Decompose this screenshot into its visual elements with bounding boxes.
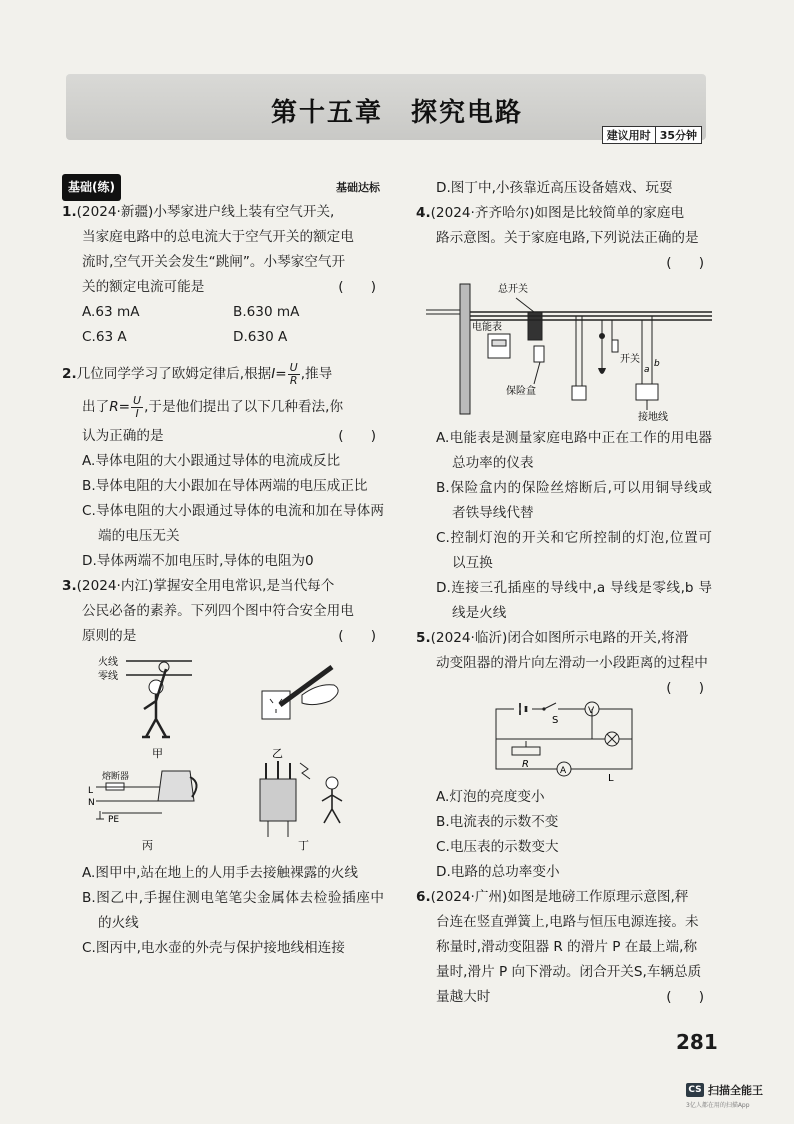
label-R: R bbox=[522, 759, 529, 770]
equals-sign: = bbox=[118, 399, 131, 415]
answer-blank[interactable]: ( ) bbox=[338, 279, 376, 295]
label-V: V bbox=[588, 706, 595, 716]
question-text: 流时,空气开关会发生“跳闸”。小琴家空气开 bbox=[82, 254, 346, 270]
option-a[interactable]: A.电能表是测量家庭电路中正在工作的用电器总功率的仪表 bbox=[436, 430, 712, 471]
option-c[interactable]: C.图丙中,电水壶的外壳与保护接地线相连接 bbox=[82, 940, 345, 956]
option-b[interactable]: B.图乙中,手握住测电笔笔尖金属体去检验插座中的火线 bbox=[82, 890, 384, 931]
suggested-time-box bbox=[602, 126, 702, 144]
label-a: a bbox=[644, 365, 650, 375]
label-jia: 甲 bbox=[152, 747, 163, 760]
option-d[interactable]: D.连接三孔插座的导线中,a 导线是零线,b 导线是火线 bbox=[436, 580, 712, 621]
var-I: I bbox=[271, 366, 276, 382]
time-label: 建议用时 bbox=[603, 127, 656, 143]
label-A: A bbox=[560, 766, 567, 776]
answer-blank[interactable]: ( ) bbox=[666, 680, 704, 696]
question-text: ,推导 bbox=[300, 366, 333, 382]
question-text: 量时,滑片 P 向下滑动。闭合开关S,车辆总质 bbox=[436, 964, 702, 980]
question-text: 台连在竖直弹簧上,电路与恒压电源连接。未 bbox=[436, 914, 699, 930]
question-text: 出了 bbox=[82, 399, 110, 415]
question-number: 2. bbox=[62, 366, 77, 382]
question-text: 几位同学学习了欧姆定律后,根据 bbox=[76, 366, 272, 382]
option-b[interactable]: B.电流表的示数不变 bbox=[436, 814, 559, 830]
question-5 bbox=[416, 626, 712, 885]
question-text: 认为正确的是 bbox=[82, 428, 164, 444]
label-PE: PE bbox=[108, 815, 120, 825]
chapter-title: 第十五章 探究电路 bbox=[270, 98, 523, 128]
answer-blank[interactable]: ( ) bbox=[666, 989, 704, 1005]
question-text: 路示意图。关于家庭电路,下列说法正确的是 bbox=[436, 230, 699, 246]
figure-jia bbox=[98, 655, 192, 760]
question-1 bbox=[62, 200, 384, 350]
label-S: S bbox=[552, 715, 559, 726]
option-a[interactable]: A.63 mA bbox=[82, 304, 140, 320]
label-yi: 乙 bbox=[272, 747, 283, 760]
brand-tagline: 3亿人都在用的扫描App bbox=[686, 1102, 750, 1109]
var-R: R bbox=[109, 399, 119, 415]
label-lingxian: 零线 bbox=[98, 671, 118, 682]
question-text: 动变阻器的滑片向左滑动一小段距离的过程中 bbox=[436, 655, 708, 671]
question-text: 公民必备的素养。下列四个图中符合安全用电 bbox=[82, 603, 354, 619]
q3-option-d[interactable]: D.图丁中,小孩靠近高压设备嬉戏、玩耍 bbox=[436, 180, 673, 196]
label-b: b bbox=[654, 359, 660, 369]
option-c[interactable]: C.控制灯泡的开关和它所控制的灯泡,位置可以互换 bbox=[436, 530, 712, 571]
question-text: (2024·新疆)小琴家进户线上装有空气开关, bbox=[76, 204, 335, 220]
right-column bbox=[416, 176, 712, 1010]
label-ding: 丁 bbox=[298, 839, 309, 852]
question-3 bbox=[62, 574, 384, 961]
label-L: L bbox=[608, 773, 614, 784]
question-number: 6. bbox=[416, 889, 431, 905]
option-d[interactable]: D.630 A bbox=[233, 329, 288, 345]
frac-numerator: U bbox=[289, 360, 298, 374]
time-value: 35分钟 bbox=[659, 129, 697, 142]
answer-blank[interactable]: ( ) bbox=[338, 628, 376, 644]
circuit-diagram-q5 bbox=[416, 701, 712, 785]
answer-blank[interactable]: ( ) bbox=[666, 255, 704, 271]
option-d[interactable]: D.电路的总功率变小 bbox=[436, 864, 560, 880]
option-b[interactable]: B.导体电阻的大小跟加在导体两端的电压成正比 bbox=[82, 478, 368, 494]
question-number: 3. bbox=[62, 578, 77, 594]
option-a[interactable]: A.导体电阻的大小跟通过导体的电流成反比 bbox=[82, 453, 341, 469]
option-a[interactable]: A.灯泡的亮度变小 bbox=[436, 789, 545, 805]
section-subtitle: 基础达标 bbox=[336, 180, 380, 194]
question-text: (2024·内江)掌握安全用电常识,是当代每个 bbox=[76, 578, 335, 594]
option-a[interactable]: A.图甲中,站在地上的人用手去接触裸露的火线 bbox=[82, 865, 358, 881]
figure-ding bbox=[260, 761, 342, 852]
option-c[interactable]: C.63 A bbox=[82, 329, 127, 345]
frac-numerator: U bbox=[133, 393, 142, 407]
label-jiedixian: 接地线 bbox=[638, 412, 668, 423]
label-N: N bbox=[88, 798, 95, 808]
label-bing: 丙 bbox=[142, 839, 153, 852]
option-c[interactable]: C.导体电阻的大小跟通过导体的电流和加在导体两端的电压无关 bbox=[82, 503, 384, 544]
frac-denominator: R bbox=[289, 373, 298, 387]
frac-denominator: I bbox=[135, 406, 139, 420]
answer-blank[interactable]: ( ) bbox=[338, 428, 376, 444]
left-column bbox=[62, 176, 384, 961]
label-baoxianhe: 保险盒 bbox=[506, 386, 536, 397]
brand-name: 扫描全能王 bbox=[708, 1084, 763, 1097]
question-6 bbox=[416, 885, 712, 1010]
figure-yi bbox=[262, 667, 338, 760]
question-number: 1. bbox=[62, 204, 77, 220]
label-kaiguan: 开关 bbox=[620, 354, 640, 365]
question-text: 当家庭电路中的总电流大于空气开关的额定电 bbox=[82, 229, 354, 245]
equals-sign: = bbox=[275, 366, 287, 382]
scanner-brand bbox=[686, 1082, 763, 1098]
figure-bing bbox=[88, 770, 197, 852]
fraction-u-over-i bbox=[131, 395, 143, 420]
question-text: (2024·齐齐哈尔)如图是比较简单的家庭电 bbox=[430, 205, 685, 221]
question-text: 原则的是 bbox=[82, 628, 137, 644]
option-d[interactable]: D.导体两端不加电压时,导体的电阻为0 bbox=[82, 553, 314, 569]
label-rongduanqi: 熔断器 bbox=[102, 772, 130, 782]
label-zongkaiguan: 总开关 bbox=[498, 284, 528, 295]
question-text: ,于是他们提出了以下几种看法,你 bbox=[144, 399, 344, 415]
label-L: L bbox=[88, 786, 94, 796]
question-text: 称量时,滑动变阻器 R 的滑片 P 在最上端,称 bbox=[436, 939, 698, 955]
question-number: 5. bbox=[416, 630, 431, 646]
household-circuit-figure bbox=[416, 276, 712, 426]
question-4 bbox=[416, 201, 712, 626]
safety-figures bbox=[62, 651, 382, 861]
option-b[interactable]: B.保险盒内的保险丝熔断后,可以用铜导线或者铁导线代替 bbox=[436, 480, 712, 521]
section-badge: 基础(练) bbox=[62, 174, 121, 201]
question-text: 量越大时 bbox=[436, 989, 491, 1005]
label-huoxian: 火线 bbox=[98, 657, 118, 668]
question-2 bbox=[62, 358, 384, 574]
question-text: (2024·广州)如图是地磅工作原理示意图,秤 bbox=[430, 889, 689, 905]
question-text: 关的额定电流可能是 bbox=[82, 279, 205, 295]
fraction-u-over-r bbox=[288, 362, 300, 387]
brand-logo-icon: CS bbox=[686, 1083, 704, 1097]
page-number: 281 bbox=[676, 1030, 718, 1054]
label-diannengbiao: 电能表 bbox=[472, 322, 502, 333]
option-b[interactable]: B.630 mA bbox=[233, 304, 300, 320]
question-text: (2024·临沂)闭合如图所示电路的开关,将滑 bbox=[430, 630, 689, 646]
question-number: 4. bbox=[416, 205, 431, 221]
options-grid bbox=[62, 300, 384, 350]
section-header bbox=[62, 176, 384, 198]
option-c[interactable]: C.电压表的示数变大 bbox=[436, 839, 559, 855]
